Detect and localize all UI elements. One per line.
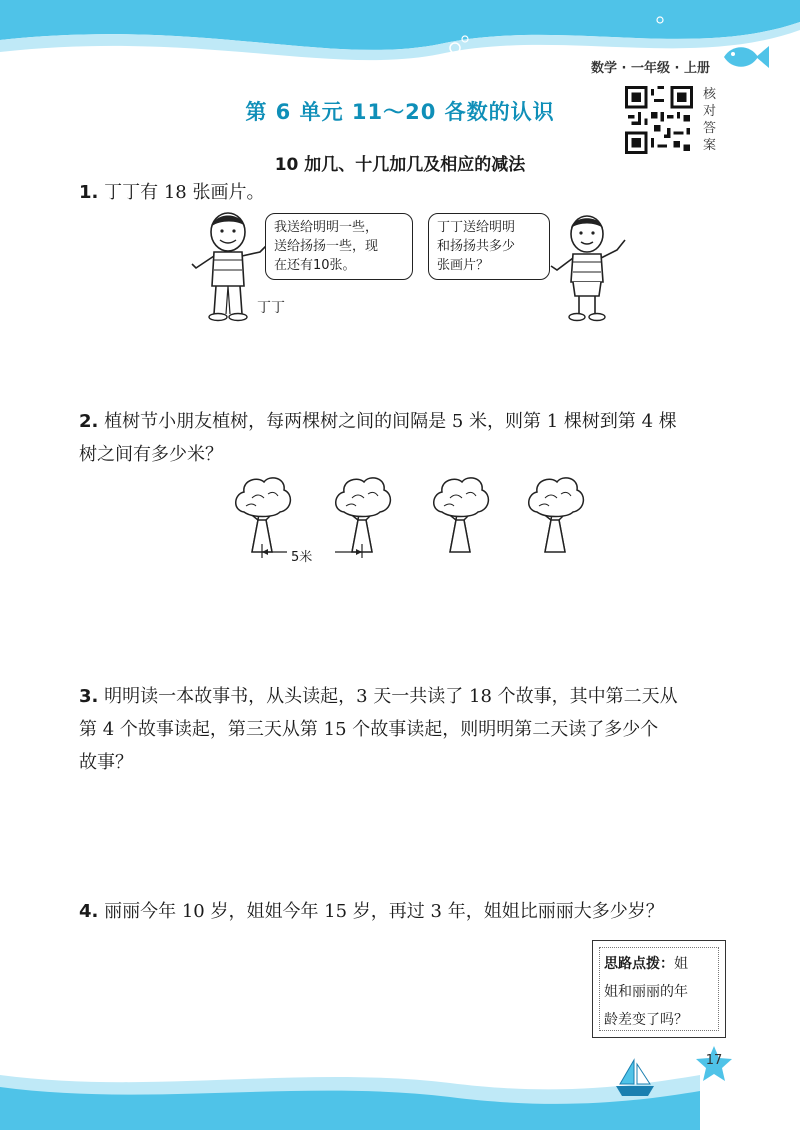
hint-text: 姐 [674, 956, 688, 972]
hint-line [604, 950, 714, 978]
book-label: 数学 · 一年级 · 上册 [591, 61, 710, 76]
hint-line: 姐和丽丽的年 [604, 984, 688, 1000]
hint-title: 思路点拨： [604, 956, 674, 972]
qr-caption-char: 对 [703, 104, 717, 119]
character-name-label: 丁丁 [257, 300, 285, 316]
question-line: 第 4 个故事读起，第三天从第 15 个故事读起，则明明第二天读了多少个 [79, 719, 659, 740]
question-text: 植树节小朋友植树，每两棵树之间的间隔是 5 米，则第 1 棵树到第 4 棵 [104, 411, 677, 432]
sailboat-icon [612, 1058, 658, 1098]
tree-icon [336, 478, 391, 552]
bubble-line: 和扬扬共多少 [437, 239, 516, 254]
hint-line: 龄差变了吗？ [604, 1012, 688, 1028]
question-line: 故事？ [79, 752, 133, 773]
question-1 [79, 176, 739, 209]
question-number: 4. [79, 901, 99, 922]
section-subtitle: 10 加几、十几加几及相应的减法 [274, 155, 526, 175]
question-number: 2. [79, 411, 99, 432]
fish-icon [720, 40, 770, 74]
hint-content [599, 947, 719, 1031]
bubble-line: 我送给明明一些， [274, 220, 379, 235]
question-text: 丁丁有 18 张画片。 [104, 182, 265, 203]
question-line: 树之间有多少米？ [79, 444, 223, 465]
question-3 [79, 680, 739, 779]
qr-caption-char: 案 [703, 138, 717, 153]
speech-bubble-boy [428, 213, 550, 280]
tree-icon [529, 478, 584, 552]
question-number: 3. [79, 686, 99, 707]
qr-caption-char: 核 [703, 87, 717, 102]
question-4 [79, 895, 739, 928]
bottom-wave-banner [0, 1035, 800, 1130]
tree-icon [434, 478, 489, 552]
hint-box [592, 940, 726, 1038]
question-text: 明明读一本故事书，从头读起，3 天一共读了 18 个故事，其中第二天从 [104, 686, 678, 707]
question-number: 1. [79, 182, 99, 203]
page-number: 17 [705, 1053, 723, 1068]
boy-illustration [545, 210, 635, 322]
distance-label: 5米 [291, 550, 313, 565]
qr-caption [703, 86, 719, 154]
trees-illustration [235, 472, 585, 564]
question-2 [79, 405, 739, 471]
bubble-line: 送给扬扬一些，现 [274, 239, 379, 254]
bubble-line: 丁丁送给明明 [437, 220, 516, 235]
qr-code[interactable] [625, 86, 693, 154]
unit-title: 第 6 单元 11～20 各数的认识 [245, 100, 555, 124]
bubble-line: 在还有10张。 [274, 258, 356, 273]
question-line [79, 680, 739, 713]
tree-icon [236, 478, 291, 552]
question-line [79, 405, 739, 438]
qr-caption-char: 答 [703, 121, 717, 136]
bubble-line: 张画片？ [437, 258, 490, 273]
speech-bubble-dingding [265, 213, 413, 280]
question-text: 丽丽今年 10 岁，姐姐今年 15 岁，再过 3 年，姐姐比丽丽大多少岁？ [104, 901, 664, 922]
